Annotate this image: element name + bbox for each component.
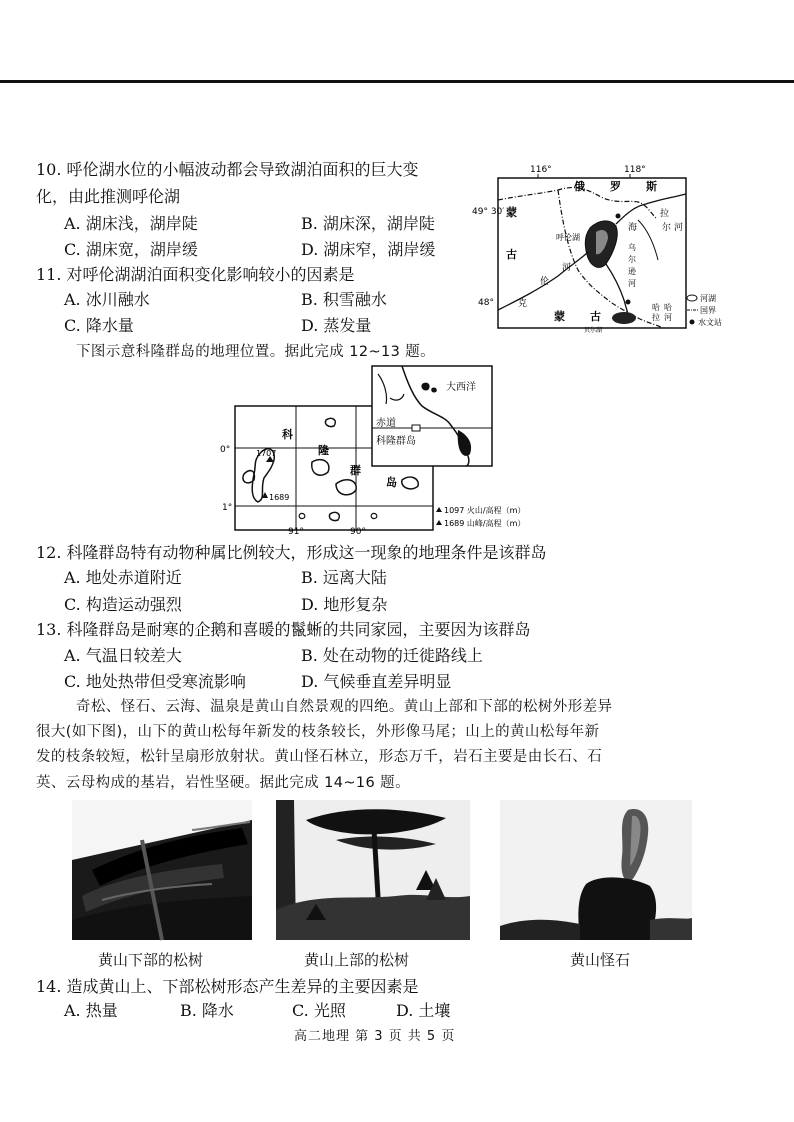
strange-rock-image bbox=[500, 800, 692, 940]
intro-q12-13: 下图示意科隆群岛的地理位置。据此完成 12~13 题。 bbox=[76, 344, 436, 360]
map2-elev-1707: 1707 bbox=[256, 449, 277, 458]
map1-label-meng1: 蒙 bbox=[506, 206, 517, 219]
page-footer: 高二地理 第 3 页 共 5 页 bbox=[294, 1029, 456, 1044]
q12-stem: 12. 科隆群岛特有动物种属比例较大，形成这一现象的地理条件是该群岛 bbox=[36, 543, 547, 562]
q11-stem: 11. 对呼伦湖湖泊面积变化影响较小的因素是 bbox=[36, 265, 355, 284]
map1-label-la2: 拉 bbox=[652, 313, 660, 322]
legend-lake-label: 河湖 bbox=[700, 294, 716, 303]
q12-option-b: B. 远离大陆 bbox=[301, 568, 387, 587]
q10-stem-line2: 化，由此推测呼伦湖 bbox=[36, 187, 181, 206]
map1-label-kelun-2: 伦 bbox=[540, 277, 550, 287]
inset-label-ocean: 大西洋 bbox=[446, 382, 476, 393]
map1-label-meng2: 蒙 bbox=[554, 310, 565, 323]
q12-option-d: D. 地形复杂 bbox=[301, 595, 388, 614]
map2-label-dao: 岛 bbox=[386, 476, 397, 489]
hulun-lake-map bbox=[472, 160, 734, 340]
q14-option-b: B. 降水 bbox=[180, 1001, 234, 1020]
q11-option-d: D. 蒸发量 bbox=[301, 316, 372, 335]
map2-label-qun: 群 bbox=[350, 464, 361, 477]
map2-label-ke: 科 bbox=[282, 428, 293, 441]
map2-lat-0: 0° bbox=[220, 445, 231, 455]
map2-lat-1: 1° bbox=[222, 503, 233, 513]
intro-q14-16-line3: 发的枝条较短，松针呈扇形放射状。黄山怪石林立，形态万千，岩石主要是由长石、石 bbox=[36, 749, 603, 765]
q10-option-c: C. 湖床宽，湖岸缓 bbox=[64, 240, 198, 259]
caption-upper-pine: 黄山上部的松树 bbox=[304, 951, 410, 969]
inset-label-islands: 科隆群岛 bbox=[376, 436, 416, 447]
map1-label-he3: 河 bbox=[664, 313, 672, 322]
legend-station-label: 水文站 bbox=[698, 318, 722, 327]
legend-volcano-label: 1097 火山/高程（m） bbox=[444, 506, 526, 515]
inset-island-b bbox=[431, 387, 437, 392]
map1-label-hai: 海 bbox=[628, 223, 638, 233]
map1-label-luo: 罗 bbox=[610, 180, 621, 193]
legend-peak-symbol bbox=[436, 520, 442, 525]
map1-lat-4930: 49° 30′ bbox=[472, 207, 505, 217]
map1-label-si: 斯 bbox=[646, 180, 657, 193]
map1-label-kelun-3: 河 bbox=[562, 263, 572, 273]
map2-lon-91: 91° bbox=[288, 527, 304, 537]
q12-option-c: C. 构造运动强烈 bbox=[64, 595, 182, 614]
header-rule bbox=[0, 80, 794, 83]
inset-label-equator: 赤道 bbox=[376, 418, 396, 429]
map1-label-xun: 逊 bbox=[628, 267, 636, 276]
map1-label-kelun-1: 克 bbox=[518, 299, 528, 309]
legend-station-symbol bbox=[690, 320, 695, 325]
photo-upper-pine bbox=[276, 800, 470, 940]
galapagos-map bbox=[218, 364, 540, 537]
q14-option-d: D. 土壤 bbox=[396, 1001, 451, 1020]
q13-option-d: D. 气候垂直差异明显 bbox=[301, 672, 452, 691]
map1-label-la: 拉 bbox=[660, 209, 670, 219]
map2-lon-90: 90° bbox=[350, 527, 366, 537]
q11-option-b: B. 积雪融水 bbox=[301, 290, 387, 309]
map1-label-gu1: 古 bbox=[506, 248, 517, 261]
q14-option-c: C. 光照 bbox=[292, 1001, 346, 1020]
q14-stem: 14. 造成黄山上、下部松树形态产生差异的主要因素是 bbox=[36, 977, 419, 996]
map2-label-long: 隆 bbox=[318, 444, 329, 457]
q12-option-a: A. 地处赤道附近 bbox=[64, 568, 182, 587]
map1-label-er: 尔 bbox=[662, 223, 672, 233]
caption-strange-rock: 黄山怪石 bbox=[570, 951, 631, 969]
map1-lon-116: 116° bbox=[530, 165, 552, 175]
map1-label-beier: 贝尔湖 bbox=[584, 327, 603, 334]
map1-label-e: 俄 bbox=[574, 180, 585, 193]
q10-stem-line1: 10. 呼伦湖水位的小幅波动都会导致湖泊面积的巨大变 bbox=[36, 160, 419, 179]
lower-pine-image bbox=[72, 800, 252, 940]
map1-label-er2: 尔 bbox=[628, 255, 636, 264]
legend-volcano-symbol bbox=[436, 507, 442, 512]
photo-lower-pine bbox=[72, 800, 252, 940]
map1-lon-118: 118° bbox=[624, 165, 646, 175]
map1-label-ha: 哈 bbox=[652, 303, 660, 312]
map2-elev-1689: 1689 bbox=[269, 493, 290, 502]
q10-option-d: D. 湖床窄，湖岸缓 bbox=[301, 240, 436, 259]
upper-pine-image bbox=[276, 800, 470, 940]
q13-option-a: A. 气温日较差大 bbox=[64, 646, 182, 665]
intro-q14-16-line2: 很大(如下图)，山下的黄山松每年新发的枝条较长，外形像马尾；山上的黄山松每年新 bbox=[36, 724, 600, 740]
q11-option-c: C. 降水量 bbox=[64, 316, 134, 335]
q13-stem: 13. 科隆群岛是耐寒的企鹅和喜暖的鬣蜥的共同家园，主要因为该群岛 bbox=[36, 620, 531, 639]
station-dot-2 bbox=[626, 300, 631, 305]
map1-label-ha2: 哈 bbox=[664, 303, 672, 312]
legend-lake-symbol bbox=[687, 295, 697, 301]
q10-option-b: B. 湖床深，湖岸陡 bbox=[301, 214, 435, 233]
legend-border-label: 国界 bbox=[700, 306, 716, 315]
map1-label-wu: 乌 bbox=[628, 243, 636, 252]
q10-option-a: A. 湖床浅，湖岸陡 bbox=[64, 214, 198, 233]
caption-lower-pine: 黄山下部的松树 bbox=[98, 951, 204, 969]
map1-label-gu2: 古 bbox=[590, 310, 601, 323]
intro-q14-16-line1: 奇松、怪石、云海、温泉是黄山自然景观的四绝。黄山上部和下部的松树外形差异 bbox=[76, 699, 613, 715]
map1-label-hulun: 呼伦湖 bbox=[556, 233, 580, 242]
buir-lake-shape bbox=[612, 312, 636, 324]
q13-option-b: B. 处在动物的迁徙路线上 bbox=[301, 646, 483, 665]
inset-location-box bbox=[412, 425, 420, 431]
inset-map-frame bbox=[372, 366, 492, 466]
q11-option-a: A. 冰川融水 bbox=[64, 290, 150, 309]
map1-label-he: 河 bbox=[674, 223, 684, 233]
map1-lat-48: 48° bbox=[478, 298, 494, 308]
q13-option-c: C. 地处热带但受寒流影响 bbox=[64, 672, 246, 691]
station-dot-1 bbox=[616, 214, 621, 219]
photo-strange-rock bbox=[500, 800, 692, 940]
intro-q14-16-line4: 英、云母构成的基岩，岩性坚硬。据此完成 14~16 题。 bbox=[36, 775, 410, 791]
map1-label-he2: 河 bbox=[628, 279, 636, 288]
legend-peak-label: 1689 山峰/高程（m） bbox=[444, 519, 526, 528]
q14-option-a: A. 热量 bbox=[64, 1001, 118, 1020]
